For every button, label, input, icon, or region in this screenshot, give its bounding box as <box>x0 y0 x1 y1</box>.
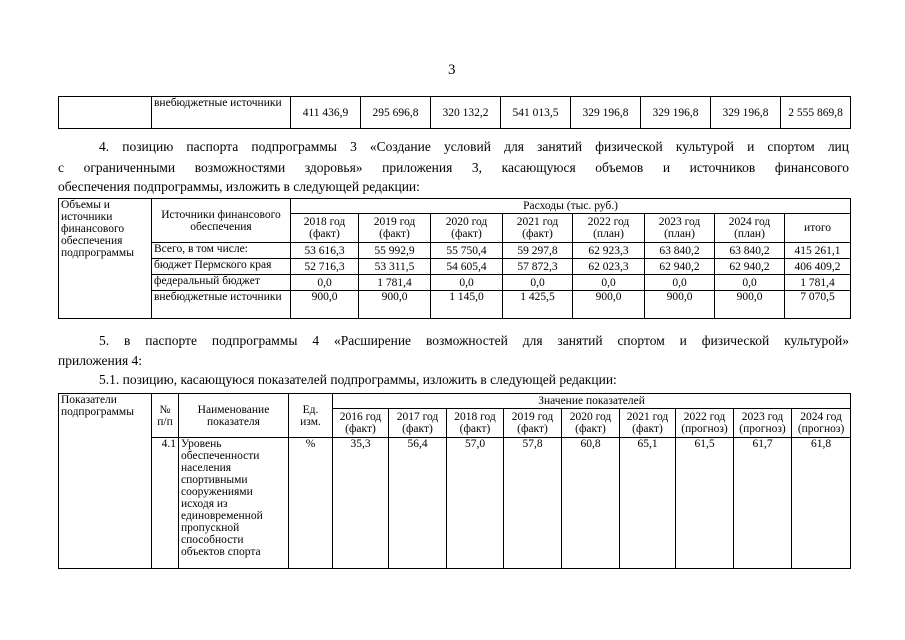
value-cell: 0,0 <box>291 275 359 291</box>
funding-continuation-table <box>58 96 851 129</box>
year-header: 2020 год (факт) <box>562 409 620 438</box>
paragraph-5-1: 5.1. позицию, касающуюся показателей подпрограммы, изложить в следующей редакции: <box>99 372 617 387</box>
paragraph-5-line1: 5. в паспорте подпрограммы 4 «Расширение возможностей для занятий спортом и физической культурой» <box>99 333 849 348</box>
value-cell: 900,0 <box>715 291 785 319</box>
value-cell: 541 013,5 <box>501 97 571 129</box>
value-cell: 57,0 <box>447 438 504 569</box>
value-cell: 55 750,4 <box>431 243 503 259</box>
value-cell: 56,4 <box>389 438 447 569</box>
value-cell: 295 696,8 <box>361 97 431 129</box>
total-header: итого <box>785 214 851 243</box>
year-header: 2022 год (прогноз) <box>676 409 734 438</box>
paragraph-5-line2: приложения 4: <box>58 353 143 368</box>
values-header: Значение показателей <box>333 394 851 409</box>
value-cell: 62 023,3 <box>573 259 645 275</box>
year-header: 2023 год (план) <box>645 214 715 243</box>
row-label: внебюджетные источники <box>152 291 291 319</box>
value-cell: 63 840,2 <box>715 243 785 259</box>
value-cell: 62 923,3 <box>573 243 645 259</box>
row-label: бюджет Пермского края <box>152 259 291 275</box>
value-cell: 1 781,4 <box>359 275 431 291</box>
unit-cell: % <box>289 438 333 569</box>
unit-header: Ед. изм. <box>289 394 333 438</box>
value-cell: 35,3 <box>333 438 389 569</box>
funding-table <box>58 198 851 319</box>
value-cell: 406 409,2 <box>785 259 851 275</box>
year-header: 2021 год (факт) <box>503 214 573 243</box>
value-cell: 62 940,2 <box>645 259 715 275</box>
year-header: 2017 год (факт) <box>389 409 447 438</box>
row-header: Объемы и источники финансового обеспечения подпрограммы <box>59 199 152 319</box>
year-header: 2020 год (факт) <box>431 214 503 243</box>
year-header: 2024 год (прогноз) <box>792 409 851 438</box>
value-cell: 1 425,5 <box>503 291 573 319</box>
value-cell: 61,7 <box>734 438 792 569</box>
value-cell: 0,0 <box>431 275 503 291</box>
value-cell: 55 992,9 <box>359 243 431 259</box>
expenses-header: Расходы (тыс. руб.) <box>291 199 851 214</box>
value-cell: 329 196,8 <box>571 97 641 129</box>
value-cell: 59 297,8 <box>503 243 573 259</box>
year-header: 2018 год (факт) <box>447 409 504 438</box>
value-cell: 0,0 <box>573 275 645 291</box>
source-label: внебюджетные источники <box>152 97 291 129</box>
row-label: Всего, в том числе: <box>152 243 291 259</box>
value-cell: 900,0 <box>645 291 715 319</box>
year-header: 2021 год (факт) <box>620 409 676 438</box>
value-cell: 0,0 <box>715 275 785 291</box>
value-cell: 54 605,4 <box>431 259 503 275</box>
source-header: Источники финансового обеспечения <box>152 199 291 243</box>
value-cell: 53 616,3 <box>291 243 359 259</box>
value-cell: 320 132,2 <box>431 97 501 129</box>
value-cell: 61,5 <box>676 438 734 569</box>
name-header: Наименование показателя <box>179 394 289 438</box>
row-number: 4.1 <box>152 438 179 569</box>
value-cell: 0,0 <box>645 275 715 291</box>
value-cell: 57,8 <box>504 438 562 569</box>
value-cell: 2 555 869,8 <box>781 97 851 129</box>
paragraph-4-line2: с ограниченными возможностями здоровья» приложения 3, касающуюся объемов и источников финансового <box>58 160 849 175</box>
value-cell: 415 261,1 <box>785 243 851 259</box>
year-header: 2024 год (план) <box>715 214 785 243</box>
year-header: 2023 год (прогноз) <box>734 409 792 438</box>
indicators-table <box>58 393 851 569</box>
value-cell: 53 311,5 <box>359 259 431 275</box>
year-header: 2019 год (факт) <box>359 214 431 243</box>
value-cell: 411 436,9 <box>291 97 361 129</box>
value-cell: 7 070,5 <box>785 291 851 319</box>
year-header: 2016 год (факт) <box>333 409 389 438</box>
value-cell: 65,1 <box>620 438 676 569</box>
value-cell: 61,8 <box>792 438 851 569</box>
value-cell: 329 196,8 <box>641 97 711 129</box>
value-cell: 57 872,3 <box>503 259 573 275</box>
year-header: 2018 год (факт) <box>291 214 359 243</box>
indicator-name: Уровень обеспеченности населения спортивными сооружениями исходя из единовременной пропускной способности объектов спорта <box>179 438 289 569</box>
value-cell: 52 716,3 <box>291 259 359 275</box>
page-number: 3 <box>448 62 456 78</box>
row-label: федеральный бюджет <box>152 275 291 291</box>
value-cell: 900,0 <box>291 291 359 319</box>
value-cell: 0,0 <box>503 275 573 291</box>
value-cell: 900,0 <box>359 291 431 319</box>
number-header: № п/п <box>152 394 179 438</box>
value-cell: 62 940,2 <box>715 259 785 275</box>
paragraph-4-line3: обеспечения подпрограммы, изложить в следующей редакции: <box>58 179 420 194</box>
year-header: 2022 год (план) <box>573 214 645 243</box>
value-cell: 1 145,0 <box>431 291 503 319</box>
value-cell: 60,8 <box>562 438 620 569</box>
row-header: Показатели подпрограммы <box>59 394 152 569</box>
value-cell: 1 781,4 <box>785 275 851 291</box>
empty-cell <box>59 97 152 129</box>
value-cell: 63 840,2 <box>645 243 715 259</box>
paragraph-4-line1: 4. позицию паспорта подпрограммы 3 «Создание условий для занятий физической культурой и спортом лиц <box>99 139 849 154</box>
year-header: 2019 год (факт) <box>504 409 562 438</box>
value-cell: 329 196,8 <box>711 97 781 129</box>
value-cell: 900,0 <box>573 291 645 319</box>
